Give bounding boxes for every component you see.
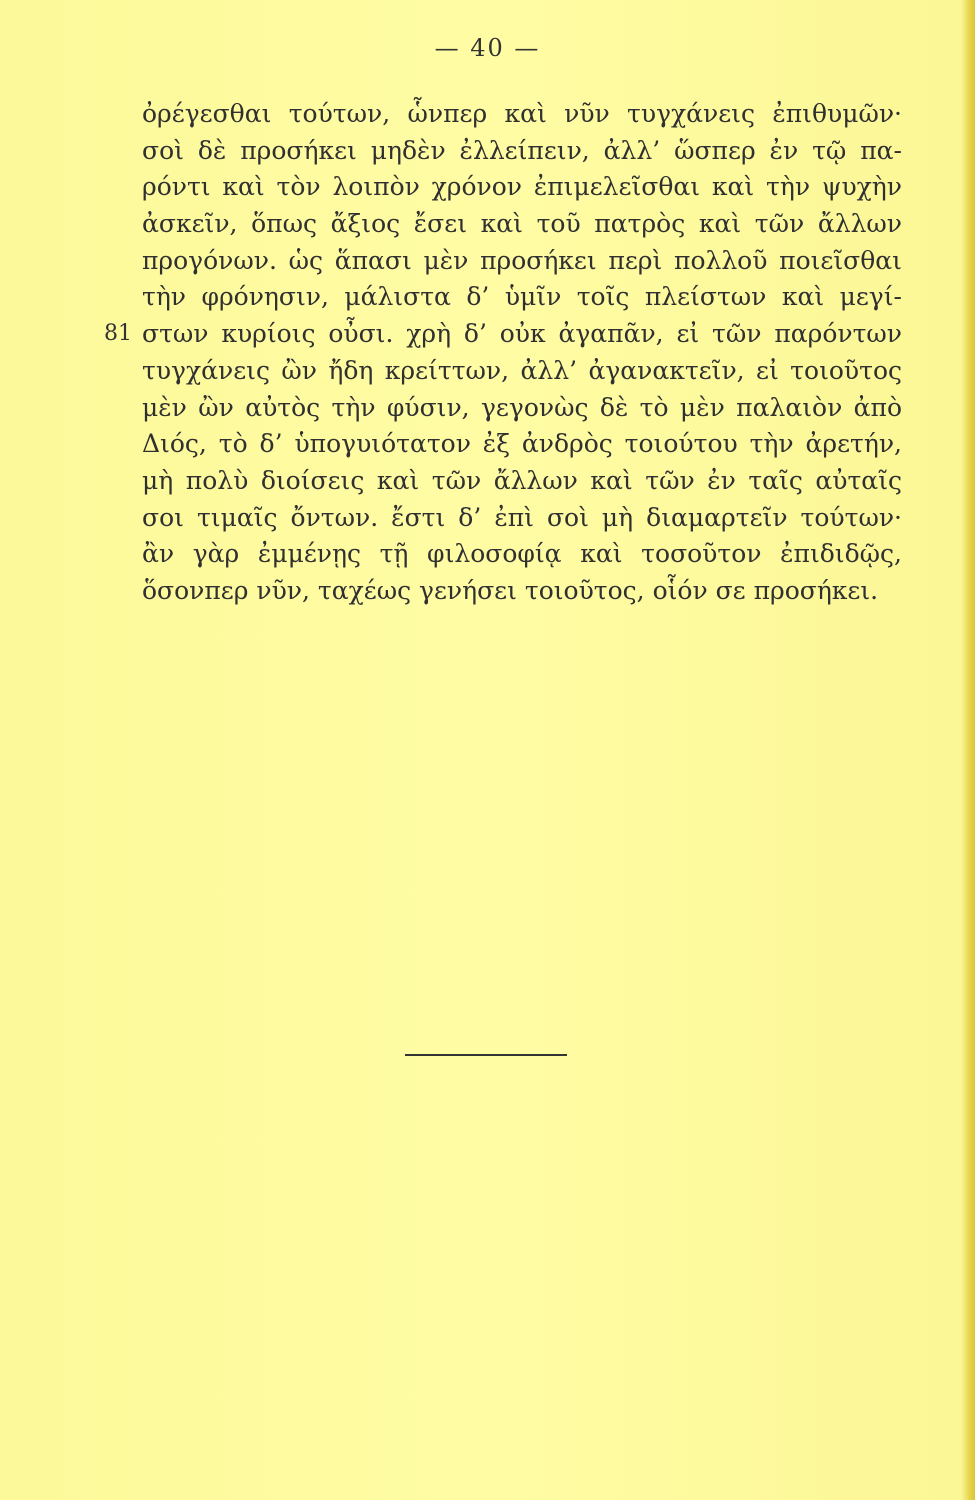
text-line: ἀσκεῖν, ὅπως ἄξιος ἔσει καὶ τοῦ πατρὸς καὶ τῶν ἄλλων (142, 209, 902, 239)
text-line: μὴ πολὺ διοίσεις καὶ τῶν ἄλλων καὶ τῶν ἐν ταῖς αὐταῖς (142, 465, 902, 495)
text-line-content: στων κυρίοις οὖσι. χρὴ δ’ οὐκ ἀγαπᾶν, εἰ τῶν παρόντων (142, 319, 902, 349)
text-line: προγόνων. ὡς ἅπασι μὲν προσήκει περὶ πολλοῦ ποιεῖσθαι (142, 245, 902, 275)
page-edge-shadow (961, 0, 975, 1500)
text-line: μὲν ὢν αὐτὸς τὴν φύσιν, γεγονὼς δὲ τὸ μὲν παλαιὸν ἀπὸ (142, 392, 902, 422)
greek-text-block (104, 96, 902, 610)
text-line: ἂν γὰρ ἐμμένῃς τῇ φιλοσοφίᾳ καὶ τοσοῦτον ἐπιδιδῷς, (142, 539, 902, 569)
text-line: τὴν φρόνησιν, μάλιστα δ’ ὑμῖν τοῖς πλείστων καὶ μεγί- (142, 282, 902, 312)
text-line-with-margin-number (104, 316, 902, 353)
text-line: ρόντι καὶ τὸν λοιπὸν χρόνον ἐπιμελεῖσθαι καὶ τὴν ψυχὴν (142, 172, 902, 202)
text-line: σοὶ δὲ προσήκει μηδὲν ἐλλείπειν, ἀλλ’ ὥσπερ ἐν τῷ πα- (142, 135, 902, 165)
text-line-last: ὅσονπερ νῦν, ταχέως γενήσει τοιοῦτος, οἷόν σε προσήκει. (142, 575, 879, 605)
closing-rule-divider (405, 1054, 567, 1056)
text-line: τυγχάνεις ὢν ἤδη κρείττων, ἀλλ’ ἀγανακτεῖν, εἰ τοιοῦτος (142, 355, 902, 385)
page-number: — 40 — (434, 34, 541, 62)
text-line: Διός, τὸ δ’ ὑπογυιότατον ἐξ ἀνδρὸς τοιούτου τὴν ἀρετήν, (142, 429, 902, 459)
margin-section-number: 81 (104, 321, 132, 347)
text-line: ὀρέγεσθαι τούτων, ὧνπερ καὶ νῦν τυγχάνεις ἐπιθυμῶν· (142, 99, 902, 128)
text-line: σοι τιμαῖς ὄντων. ἔστι δ’ ἐπὶ σοὶ μὴ διαμαρτεῖν τούτων· (142, 502, 902, 532)
